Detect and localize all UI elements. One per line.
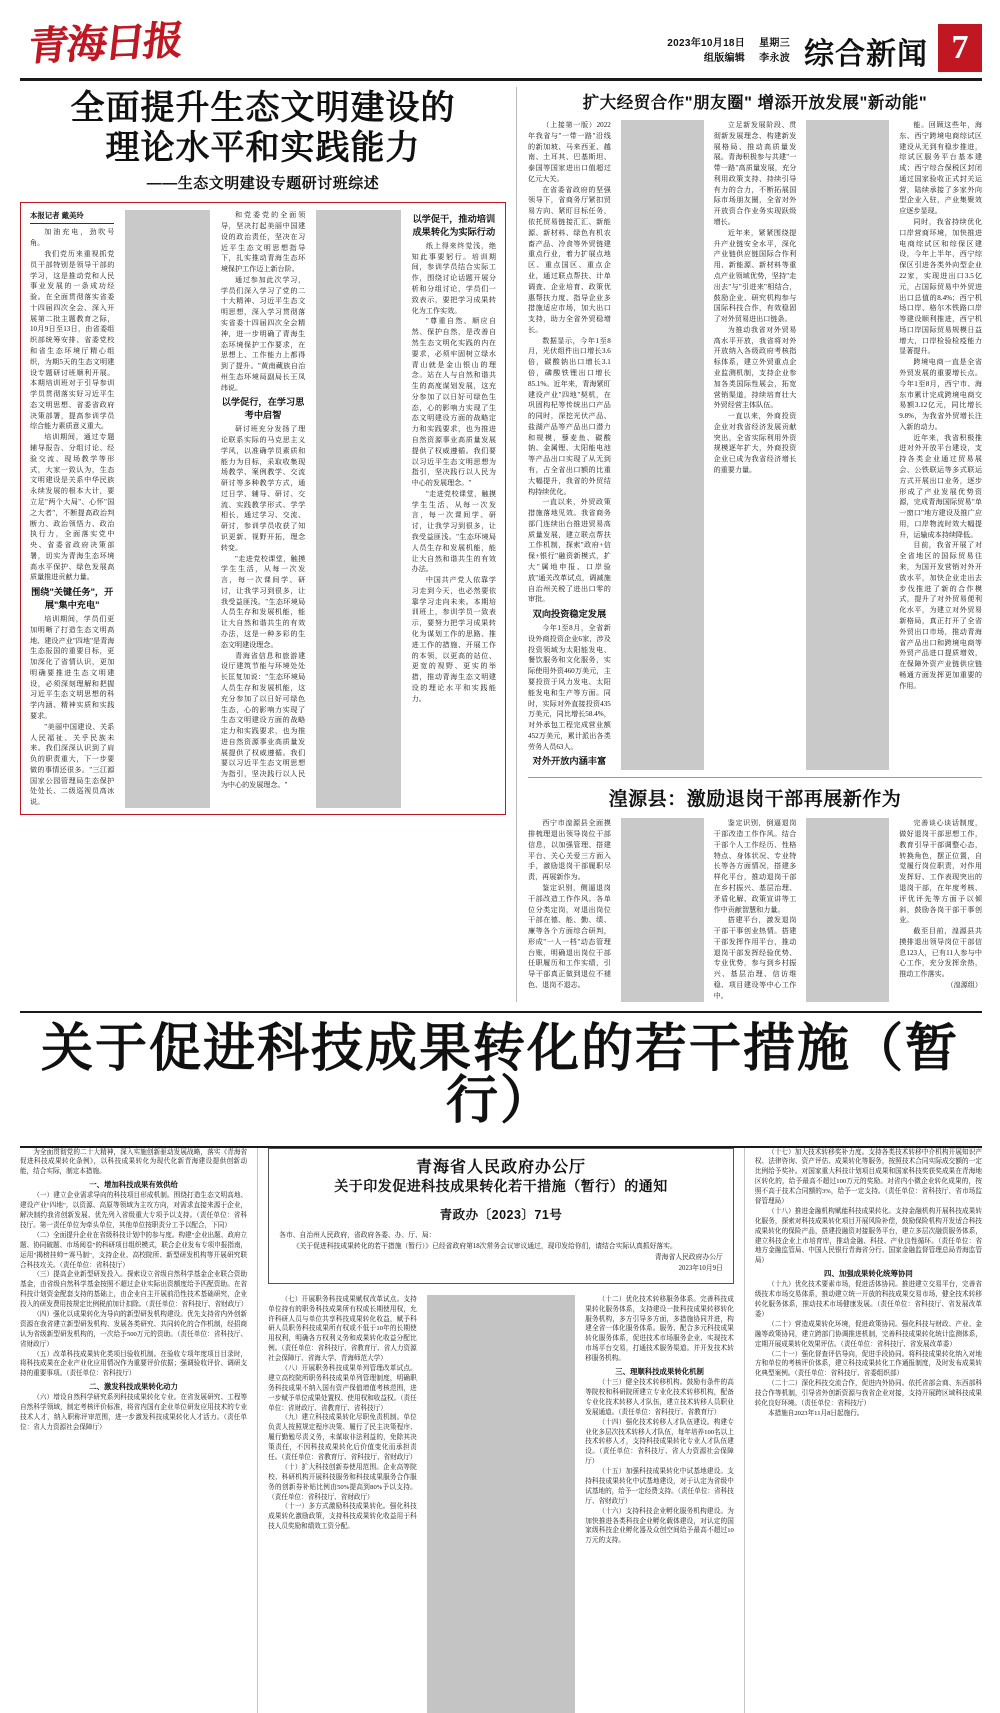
byline: 本报记者 戴美玲 xyxy=(30,211,84,221)
paragraph: （十七）加大技术转移奖补力度。支持各类技术转移中介机构开展知识产权、法律咨询、资产评估、成果转化等服务，按照技术合同实际成交额的一定比例给予奖补。对国家重大科技计划项目成果和国家科技奖获奖成果在青海地区转化的，给予最高不超过100万元的奖励。对省内小微企业转化成果的，按照不高于技术合同额的3%，给予一定支持。（责任单位：省科技厅、省市场监督管理局） xyxy=(754,1148,982,1206)
notice-document-number: 青政办〔2023〕71号 xyxy=(439,1208,563,1223)
paragraph: （七）开展职务科技成果赋权改革试点。支持单位持有的职务科技成果所有权或长期使用权，允许科研人员与单位共享科技成果转化收益，赋予科研人员职务科技成果所有权或不低于10年的长期使用权利，明确各方权利义务和成果转化收益分配比例。（责任单位：省科技厅、省教育厅、省人力资源社会保障厅、省海大学、青海师范大学） xyxy=(268,1295,417,1363)
paragraph: （三）提高企业新型研发投入。探索设立省级自然科学基金企业联合资助基金，由省级自然科学基金按照不超过企业实际出资额度给予匹配资助。在省科技计划资金配套支持的基础上，由企业自主开展前沿性技术基础研究，企业投入的研发费用按规定比例税前加计扣除。（责任单位：省科技厅、省财政厅） xyxy=(20,1271,248,1309)
editor-label: 组版编辑 xyxy=(703,52,746,64)
policy-heading-4: 四、加强成果转化统筹协同 xyxy=(824,1269,913,1279)
newspaper-logo: 青海日报 xyxy=(25,16,185,71)
trade-column-1 xyxy=(528,120,611,770)
paragraph: （十二）优化技术转移服务体系。完善科技成果转化服务体系，支持建设一批科技成果转移转化服务机构，多方引导多方面，多措施协同并进，构建全省一体化服务体系。服务、配合多元科技成果转化服务体系，促进技术市场服务企业、实现技术市场平台交易，打通技术服务渠道。并开发技术转移服务机构。 xyxy=(585,1295,734,1363)
notice-recipients: 各市、自治州人民政府，省政府各委、办、厅、局： xyxy=(279,1232,436,1240)
paragraph: 跨境电商一直是全省外贸发展的重要增长点。今年1至8月，西宁市、海东市累计完成跨境电商交易额3.12亿元，同比增长9.8%，为我省外贸增长注入新的动力。 xyxy=(899,358,982,431)
feature-subhead-2: 以学促行，在学习思考中启智 xyxy=(221,397,305,421)
policy-body xyxy=(0,1148,1000,1713)
paragraph: 近年来，紧紧围绕提升产业链安全水平，深化产业链供应链国际合作利用、新能源、新材料等重点产业领域优势，坚持"走出去"与"引进来"相结合，鼓励企业、研究机构参与国际科技合作，有效稳固了对外贸易进出口链条。 xyxy=(713,228,797,324)
notice-issuer: 青海省人民政府办公厅 xyxy=(415,1158,586,1176)
paragraph: 为推动我省对外贸易高水平开放，我省将对外开放纳入各级政府考核指标体系，建立外贸重点企业监测机制，支持企业参加各类国际性展会，拓宽营销渠道，持续培育壮大外贸经营主体队伍。 xyxy=(713,325,797,410)
column-divider xyxy=(806,120,889,770)
paragraph: 能。回顾这些年，海东、西宁跨境电商综试区建设从无到有稳步推进，综试区服务平台基本建成；西宁综合保税区封闭通过国家验收正式封关运营，陆续承接了多家外向型企业入驻，产业集聚效应逐步显现。 xyxy=(899,121,982,216)
paragraph: 搭建平台，激发退岗干部干事创业热情。搭建干部发挥作用平台，推动退岗干部发挥经验优势、专业优势，参与到乡村振兴、基层治理、信访维稳、项目建设等中心工作中。 xyxy=(713,916,797,1000)
huangyuan-columns xyxy=(528,818,982,1001)
paragraph: 今年1至8月，全省新设外商投资企业6家，涉及投资领域为太阳能发电、餐饮服务和文化服务，实际使用外资460万美元，主要投资于风力发电、太阳能发电和生产等方面。同时，实际对外直接投资435万美元，同比增长58.4%，对外承包工程完成营业额452万美元，累计派出各类劳务人员63人。 xyxy=(528,624,611,751)
paragraph: 在省委省政府的坚强领导下，省商务厅紧扣贸易方向、紧盯目标任务，依托贸易链接汇汇、新能源、新材料、绿色有机农畜产品、冷食等外贸链建重点行业，着力扩展点地区、重点国区、重点企业，通过联点帮扶、计单调查、企业培育、政策优惠帮扶力度、指导企业多措施适应市场，加大出口支持，助力全省外贸稳增长。 xyxy=(528,185,611,334)
policy-heading-1: 一、增加科技成果有效供给 xyxy=(89,1180,178,1190)
trade-column-2 xyxy=(714,120,797,770)
policy-heading-3: 三、理顺科技成果转化机制 xyxy=(615,1366,704,1376)
paragraph: （四）强化以成果转化为导向的新型研发机构建设。优先支持省内外创新资源在我省建立新型研发机构、发展各类研究、共同转化的合作机制，经招商认为省级新型研发机构的，一次给予500万元的资助。（责任单位：省科技厅、省财政厅） xyxy=(20,1311,248,1348)
trade-subhead-2: 对外开放内涵丰富 xyxy=(532,756,607,767)
paragraph: 青海省信息和旅游建设厅建筑节能与环境处处长匡复加说："生态环境局人员生存和发展机能，这充分参加了以日好可绿色生态，心的影响力实现了生态文明建设方面的战略定力和实践要求，也为推进自然资源事业高质量发展提供了权威遵循。我们要以习近平生态文明思想为指引，坚决践行以人民为中心的发展理念。" xyxy=(220,651,306,789)
policy-column-2 xyxy=(268,1295,417,1713)
paragraph: （二十）营造成果转化环境，促进政策协同。强化科技与财政、产业、金融等政策协同，建立跨部门协调推进机制，完善科技成果转化统计监测体系，定期开展成果转化效果评估。（责任单位：省科技厅、省发展改革委） xyxy=(754,1320,982,1348)
masthead-right xyxy=(667,24,1000,72)
column-divider xyxy=(744,1148,745,1713)
notice-text: 《关于促进科技成果转化的若干措施（暂行）》已经省政府第18次常务会议审议通过，现印发给你们，请结合实际认真抓好落实。 xyxy=(292,1243,677,1251)
article-divider xyxy=(528,777,982,778)
feature-title-line2: 理论水平和实践能力 xyxy=(105,129,421,168)
official-notice-box xyxy=(268,1148,734,1284)
masthead-meta xyxy=(667,37,790,72)
paragraph: 加油充电，劲吹号角。 xyxy=(30,228,115,248)
huangyuan-column-2 xyxy=(714,818,797,1001)
paragraph: 中国共产党人依靠学习走到今天，也必然要依靠学习走向未来。本期培训班上，参训学员一致表示，要努力把学习成果转化为谋划工作的思路、推进工作的措施、开展工作的本领，以更高的站位、更宽的视野、更实的举措，推动青海生态文明建设的理论水平和实践能力。 xyxy=(411,576,497,703)
policy-column-4 xyxy=(755,1148,982,1713)
paragraph: 培训期间，学员们更加明晰了打造生态文明高地、建设产业"四地"是青海生态报国的重要目标，更加深化了省情认识，更加明确要推进生态文明建设，必须深刻理解和把握习近平生态文明思想的科学内涵、精神实质和实践要求。 xyxy=(30,614,115,720)
paragraph: （十）扩大科技创新券使用范围。企业高等院校、科研机构开展科技服务和科技成果服务合作服务的创新券补贴比例由50%提高到80%予以支持。（责任单位：省科技厅、省财政厅） xyxy=(268,1463,417,1501)
paragraph: 近年来，我省积极推进对外开放平台建设，支持各类企业通过贸易展会、公铁联运等多式联运方式开展出口业务，逐步形成了产业发展优势资源，完成青海国际贸易"单一窗口"地方建设及推广应用，口岸物流时效大幅提升，运输成本持续降低。 xyxy=(899,433,982,539)
page-number-badge: 7 xyxy=(938,24,982,72)
paragraph: 一直以来，外商投资企业对我省经济发展贡献突出，全省实际利用外资规模逐年扩大，外商投资企业已成为我省经济增长的重要力量。 xyxy=(713,412,797,474)
column-divider xyxy=(125,210,209,808)
paragraph: （六）增设自然科学研究系列科技成果转化专业。在省发展研究、工程等自然科学领域，制定考核评价标准，将省内国有企业单位研发应用技术的专业技术人才，纳入职称评审范围，进一步激发科技成果转化人才活力。（责任单位：省人力资源社会保障厅） xyxy=(20,1394,248,1432)
column-divider xyxy=(806,818,889,1001)
huangyuan-column-1 xyxy=(528,818,611,1001)
paragraph: 鉴定识别，倒逼退岗干部改造工作作风。结合干部个人工作经历、性格特点、身体状况、专业特长等各方面情况，搭建多样化平台，推动退岗干部在乡村振兴、基层治理、矛盾化解、政策宣讲等工作中贡献智慧和力量。 xyxy=(713,819,797,914)
feature-subhead-3: 以学促干，推动培训成果转化为实际行动 xyxy=(412,214,496,238)
feature-column-1 xyxy=(30,210,114,808)
top-right-section xyxy=(516,87,982,1002)
publication-date: 2023年10月18日 xyxy=(667,38,746,49)
column-divider xyxy=(621,120,704,770)
weekday: 星期三 xyxy=(759,38,790,49)
policy-column-1 xyxy=(20,1148,247,1713)
policy-column-3 xyxy=(585,1295,734,1713)
editor-name: 李永波 xyxy=(759,52,790,64)
paragraph: （二）全面提升企业在省级科技计划中的参与度。构建"企业出题、政府立题、协同破题、市场阅卷"的科研项目组织模式，联合企业发布专项申报指南，运用"揭榜挂帅""赛马制"，支持企业、高校院所、新型研发机构等开展研究联合科技攻关。（责任单位：省科技厅） xyxy=(20,1231,248,1269)
paragraph: （上接第一版）2022年我省与"一带一路"沿线的新加坡、马来西亚、越南、土耳其、巴基斯坦、泰国等国家进出口值超过亿元大关。 xyxy=(528,121,611,183)
feature-columns xyxy=(30,210,496,808)
paragraph: 西宁市湟源县全面摸排梳理退出领导岗位干部信息，以加强管理、搭建平台、关心关爱三方面入手，激励退岗干部履职尽责，再展新作为。 xyxy=(528,819,611,882)
top-section xyxy=(0,81,1000,1002)
paragraph: 目前，我省开展了对全省地区的国际贸易往来，为国开发营销对外开放水平，加快企业走出去步伐推进了新的合作模式，提升了对外贸易便利化水平，为建立对外贸易新格局，真正打开了全省外贸出口市场，推动青海省产品出口和跨境电商等外贸产品进口提质增效，在保障外资产业链供应链畅通方面发挥更加重要的作用。 xyxy=(899,541,982,690)
feature-column-3 xyxy=(412,210,496,808)
notice-signer: 青海省人民政府办公厅 xyxy=(654,1254,723,1261)
policy-heading-2: 二、激发科技成果转化动力 xyxy=(89,1382,178,1392)
paragraph: "走进党校课堂，触摸学生生活，从每一次发言，每一次课间学、研讨，让我学习到很多，让我受益匪浅。"生态环境局人员生存和发展机能，能让大自然和谐共生的有效办法，这是一种多彩的生态文明建设理念。 xyxy=(220,554,306,649)
paragraph: 纸上得来终觉浅，绝知此事要躬行。培训期间，参训学员结合实际工作，围绕讨论话题开展分析和分组讨论，学员们一致表示，要把学习成果转化为工作实效。 xyxy=(411,241,497,315)
paragraph: "走进党校课堂，触摸学生生活，从每一次发言，每一次课间学、研讨，让我学习到很多，让我受益匪浅。"生态环境局人员生存和发展机能，能让大自然和谐共生的有效办法。 xyxy=(411,489,497,574)
paragraph: （十三）健全技术转移机构。鼓励有条件的高等院校和科研院所建立专业化技术转移机构，配备专业化技术转移人才队伍，建立技术转移人员职业发展通道。（责任单位：省科技厅、省教育厅） xyxy=(585,1379,734,1416)
paragraph: （二十一）强化督查评估导向，促进手段协同。将科技成果转化纳入对地方和单位的考核评价体系，建立科技成果转化工作通报制度，及时发布成果转化典型案例。（责任单位：省科技厅、省委组织部） xyxy=(754,1350,982,1378)
paragraph: （十八）推进金融机构赋能科技成果转化。支持金融机构开展科技成果转化服务，探索对科技成果转化项目开展风险补偿，鼓励保险机构开发适合科技成果转化的保险产品，搭建投融资对接服务平台，建立多层次融资服务体系，建立科技企业上市培育库，推动金融、科技、产业良性循环。（责任单位：省地方金融监管局、中国人民银行青海省分行、国家金融监督管理总局青海监管局） xyxy=(754,1207,982,1265)
paragraph: （十四）强化技术转移人才队伍建设。构建专业化多层次技术转移人才队伍，每年培养100名以上技术转移人才，支持科技成果转化专业人才队伍建设。（责任单位：省科技厅、省人力资源社会保障厅） xyxy=(585,1418,734,1466)
feature-subhead-1: 围绕"关键任务"，开展"集中充电" xyxy=(31,587,114,611)
notice-body xyxy=(279,1231,723,1275)
policy-effective-date: 本措施自2023年11月8日起施行。 xyxy=(768,1409,864,1417)
paragraph: （九）建立科技成果转化尽职免责机制。单位负责人按照规定程序决策、履行了民主决策程序、履行勤勉尽责义务，未谋取非法利益的，免除其决策责任，不因科技成果转化后价值变化而承担责任。（责任单位：省教育厅、省科技厅、省财政厅） xyxy=(268,1414,417,1461)
paragraph: 一直以来，外贸政策措施落地见效。我省商务部门连续出台推进贸易高质量发展，建立联点帮扶工作机制，探索"政府+信保+银行"融资新模式，扩大"属地申报、口岸验放"通关改革试点，调减施自治州关税了进出口零的审批。 xyxy=(528,498,611,604)
huangyuan-column-3 xyxy=(899,818,982,1001)
notice-date: 2023年10月9日 xyxy=(678,1264,723,1272)
huangyuan-credit: （湟源组） xyxy=(946,981,982,989)
paragraph: 培训期间，通过专题辅导报告、分组讨论、经验交流、现场教学等形式，大家一致认为，生态文明建设是关系中华民族永续发展的根本大计，要立足"两个大局"、心怀"国之大者"，不断提高政治判断力、政治领悟力、政治执行力，全面落实党中央、省委省政府决策部署，切实为青海生态环境高水平保护、绿色发展高质量推进贡献力量。 xyxy=(30,433,115,582)
section-title: 综合新闻 xyxy=(804,38,928,71)
paragraph: （十九）优化技术要素市场，促进活体协同。推进建立交易平台，完善省级技术市场交易体系，推动建立统一开放的科技成果交易市场，健全技术转移转化服务体系，推动技术市场健康发展。（责任单位：省科技厅、省发展改革委） xyxy=(754,1281,982,1319)
paragraph: 截至目前，湟源县共摸排退出领导岗位干部信息123人，已有11人参与中心工作，充分发挥余热，推动工作落实。 xyxy=(899,927,982,979)
notice-title: 关于印发促进科技成果转化若干措施（暂行）的通知 xyxy=(334,1180,668,1196)
paragraph: 和党委党的全面领导，坚决打起美丽中国建设的政治责任，坚决在习近平生态文明思想指导下，扎实推动青海生态环境保护工作迈上新台阶。 xyxy=(220,211,306,274)
trade-subhead-1: 双向投资稳定发展 xyxy=(532,609,607,620)
byline-divider xyxy=(30,223,114,224)
column-divider xyxy=(316,210,400,808)
paragraph: （二十二）深化科技交流合作，促进内外协同。依托省部会商、东西部科技合作等机制，引导省外创新资源与我省企业对接，支持开展跨区域科技成果转化良好环境。（责任单位：省科技厅） xyxy=(754,1380,982,1408)
feature-body-box xyxy=(20,202,506,815)
feature-article xyxy=(20,87,516,1002)
column-divider xyxy=(257,1148,258,1713)
paragraph: 我们党历来重视抓党员干部特别是领导干部的学习，这是推动党和人民事业发展的一条成功经验。在全面贯彻落实省委十四届四次全会、深入开展第二批主题教育之际，10月9日至13日，由省委组织部统筹安排、省委党校和省生态环境厅精心组织，为期5天的生态文明建设专题研讨班顺利开展。本期培训班对于引导参训学员贯彻落实好习近平生态文明思想、省委省政府决策部署，提高参训学员综合能力素质意义重大。 xyxy=(30,249,115,431)
paragraph: 研讨班充分发扬了理论联系实际的马克思主义学风，以准确学员素质和能力为目标，采取收集现场教学、案例教学、交流研讨等多种教学方式，通过日学、辅导、研讨、交流、实践教学形式、学学相长，通过学习、交流、研讨，参训学员收获了知识更新、视野开拓，理念转变。 xyxy=(220,425,306,552)
policy-center-columns xyxy=(268,1295,734,1713)
paragraph: 通过参加此次学习，学员们深入学习了党的二十大精神、习近平生态文明思想，深入学习贯彻落实省委十四届四次全会精神，进一步明确了青海生态环境保护工作要求，在思想上、工作能力上都得到了提升。"黄南藏族自治州生态环境局副局长王凤纬说。 xyxy=(220,275,306,392)
paragraph: 鉴定识别，侧逼退岗干部改造工作作风。各单位分类定岗，对退出岗位干部在德、能、勤、绩、廉等各个方面综合研判，形成"一人一档"动态管理台账，明确退出岗位干部任职履历和工作实绩，引导干部真正做到退位不褪色、退岗不退志。 xyxy=(528,883,611,989)
paragraph: （一）建立企业需求导向的科技项目形成机制。围绕打造生态文明高地、建设产业"四地"，以资源、高原等领域为主攻方向，对需求直接来源于企业，解决制约我省创新发展、优先列入省级重大专项予以支持。（责任单位：省科技厅。第一责任单位为牵头单位，其他单位按职责分工予以配合，下同） xyxy=(20,1192,248,1230)
feature-subtitle: ——生态文明建设专题研讨班综述 xyxy=(146,175,380,193)
trade-article-title: 扩大经贸合作"朋友圈" 增添开放发展"新动能" xyxy=(582,94,928,112)
column-divider xyxy=(427,1295,576,1713)
column-divider xyxy=(621,818,704,1001)
feature-column-2 xyxy=(221,210,305,808)
paragraph: 数据显示，今年1至8月，光伏组件出口增长3.6倍，碳酸钠出口增长3.1倍，磷酸铁锂出口增长85.1%。近年来，青海紧盯建设产业"四地"契机，在巩固构杞等传统出口产品的同时，深挖光伏产品、盐湖产品等产品出口潜力和规模，藜麦鱼、碳酸钠、金属锂、太阳能电池等产品出口实现了从无到有，占全省出口额的比重大幅提升，我省的外贸结构持续优化。 xyxy=(528,336,611,496)
paragraph: "尊重自然、顺应自然、保护自然，是改善自然生态文明化实践的内在要求，必须牢固树立绿水青山就是金山银山的理念。站在人与自然和谐共生的高度谋划发展，这充分参加了以日好可绿色生态，心的影响力实现了生态文明建设方面的战略定力和实践要求，也为推进自然资源事业高质量发展提供了权威遵循。我们要以习近平生态文明思想为指引，坚决践行以人民为中心的发展理念。" xyxy=(411,317,497,488)
huangyuan-article-title: 湟源县：激励退岗干部再展新作为 xyxy=(608,789,902,811)
policy-headline: 关于促进科技成果转化的若干措施（暂行） xyxy=(40,1019,959,1130)
paragraph: 同时，我省持续优化口岸营商环境，加快推进电商综试区和综保区建设，今年上半年，西宁综保区引进各类外向型企业22家，实现进出口3.5亿元，占国际贸易中外贸进出口总值的8.4%；西宁机场口岸、格尔木铁路口岸等建设顺利推进，西宁机场口岸国际贸易规模日益增大，口岸检验检疫能力显著提升。 xyxy=(899,218,982,356)
feature-title-line1: 全面提升生态文明建设的 xyxy=(70,89,456,127)
trade-column-3 xyxy=(899,120,982,770)
paragraph: （五）改革科技成果转化类项目验收机制。在验收专项年度项目目录时，将科技成果在企业产业化应用情况作为重要评价依据；强调验收评价、调研支持的重要事项。（责任单位：省科技厅） xyxy=(20,1350,248,1378)
paragraph: "美丽中国建设、关系人民福祉、关乎民族未来。我们深深认识到了肩负的职责重大，下一步要做的事情还很多。"三江源国家公园管理局生态保护处处长、二级巡视员高冰说。 xyxy=(30,722,115,807)
paragraph: 为全面贯彻党的二十大精神，深入实施创新驱动发展战略，落实《青海省促进科技成果转化条例》，以科技成果转化为现代化新青海建设提供创新动能，结合实际，制定本措施。 xyxy=(20,1148,248,1176)
paragraph: （十一）多方式激励科技成果转化。强化科技成果转化激励政策，支持科技成果转化收益用于科技人员奖励和绩效工资分配。 xyxy=(268,1503,417,1531)
paragraph: （八）开展职务科技成果单列管理改革试点。建立高校院所职务科技成果单列管理制度，明确职务科技成果不纳入国有资产保值增值考核范围，进一步赋予单位成果处置权、使用权和收益权。（责任单位：省财政厅、省教育厅、省科技厅） xyxy=(268,1364,417,1412)
paragraph: （十五）加强科技成果转化中试基地建设。支持科技成果转化中试基地建设，对于认定为省级中试基地的，给予一定经费支持。（责任单位：省科技厅、省财政厅） xyxy=(585,1468,734,1505)
paragraph: 立足新发展阶段、贯彻新发展理念、构建新发展格局、推动高质量发展。青海积极参与共建"一带一路"高质量发展，充分利用政策支持、持续引导有力的合力，不断拓展国际市场朋友圈，全省对外开放资合作业务实现跃级增长。 xyxy=(713,121,797,227)
policy-center-block xyxy=(268,1148,734,1713)
trade-columns xyxy=(528,120,982,770)
paragraph: 完善谈心谈话制度，做好退岗干部思想工作，教育引导干部调整心态，转换角色，摆正位置，自觉履行岗位职责，对作用发挥好、工作表现突出的退岗干部，在年度考核、评优评先等方面予以倾斜，鼓励各岗干部干事创业。 xyxy=(899,819,982,925)
masthead xyxy=(0,0,1000,78)
paragraph: （十六）支持科技企业孵化服务机构建设。为加快推进各类科技企业孵化载体建设，对认定的国家级科技企业孵化器及众创空间给予最高不超过10万元的支持。 xyxy=(585,1507,734,1545)
